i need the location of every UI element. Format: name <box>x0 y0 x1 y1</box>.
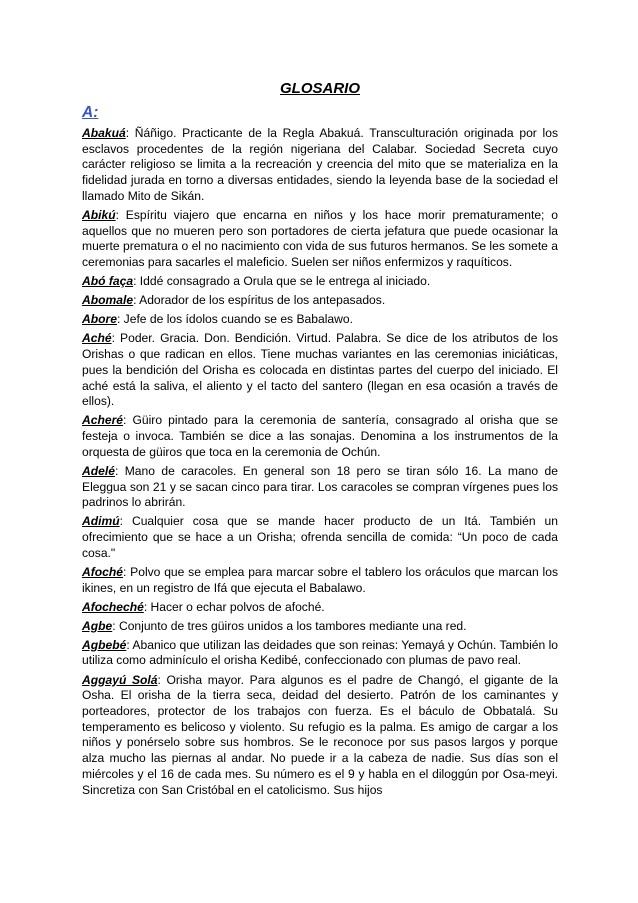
entry-definition: : Cualquier cosa que se mande hacer producto de un Itá. También un ofrecimiento que se hace a un Orisha; ofrenda sencilla de comida: “Un poco de cada cosa." <box>82 514 558 560</box>
entry-term: Abore <box>82 312 117 327</box>
glossary-entry <box>82 208 558 271</box>
glossary-entry <box>82 565 558 596</box>
entry-definition: : Polvo que se emplea para marcar sobre el tablero los oráculos que marcan los ikines, en un registro de Ifá que ejecuta el Babalawo. <box>82 564 558 595</box>
entry-term: Aché <box>82 331 112 346</box>
entry-term: Abó faça <box>82 274 134 289</box>
glossary-entry <box>82 514 558 561</box>
glossary-entry <box>82 638 558 669</box>
entry-definition: : Ñáñigo. Practicante de la Regla Abakuá. Transculturación originada por los esclavos procedentes de la región nigeriana del Calabar. Sociedad Secreta cuyo carácter religioso se limita a la recreación y creencia del mito que se materializa en la fidelidad jurada en torno a diversas entidades, siendo la leyenda base de la sociedad el llamado Mito de Sikán. <box>82 126 558 203</box>
entry-term: Adelé <box>82 463 115 478</box>
entry-definition: : Mano de caracoles. En general son 18 pero se tiran sólo 16. La mano de Eleggua son 21 y se sacan cinco para tirar. Los caracoles se compran vírgenes pues los padrinos lo abrirán. <box>82 463 558 510</box>
entry-term: Abakuá <box>82 126 126 140</box>
entry-term: Acheré <box>82 413 124 428</box>
glossary-entry <box>82 312 558 328</box>
entry-term: Abomale <box>82 293 134 308</box>
entry-definition: : Iddé consagrado a Orula que se le entrega al iniciado. <box>133 274 431 289</box>
entry-term: Abikú <box>82 207 116 222</box>
entry-definition: : Poder. Gracia. Don. Bendición. Virtud. Palabra. Se dice de los atributos de los Orishas o que radican en ellos. Tiene muchas variantes en las ceremonias iniciáticas, pues la bendición del Orisha es colocada en distintas partes del cuerpo del iniciado. El aché está la saliva, el aliento y el tacto del santero (llegan en esa ocasión a través de ellos). <box>82 331 558 409</box>
entry-term: Afocheché <box>82 599 144 614</box>
glossary-entry <box>82 274 558 290</box>
page-title: GLOSARIO <box>279 80 360 97</box>
entry-definition: : Jefe de los ídolos cuando se es Babalawo. <box>116 312 353 327</box>
entry-definition: : Orisha mayor. Para algunos es el padre de Changó, el gigante de la Osha. El orisha de la tierra seca, deidad del desierto. Patrón de los caminantes y porteadores, protector de los trabajos con fuerza. Es el báculo de Obbatalá. Su temperamento es belicoso y violento. Su refugio es la palma. Es amigo de cargar a los niños y ponérselo sobre sus hombros. Se le reconoce por sus pasos largos y porque alza mucho las piernas al andar. No puede ir a la cabeza de nadie. Sus días son el miércoles y el 16 de cada mes. Su número es el 9 y habla en el diloggún por Osa-meyi. Sincretiza con San Cristóbal en el catolicismo. Sus hijos <box>82 672 559 797</box>
entry-definition: : Espíritu viajero que encarna en niños y los hace morir prematuramente; o aquellos que no mueren pero son portadores de cierta jefatura que puede ocasionar la muerte prematura o el no nacimiento con vida de sus futuros hermanos. Se les somete a ceremonias para sacarles el maleficio. Suelen ser niños enfermizos y raquíticos. <box>82 207 558 270</box>
entry-definition: : Güiro pintado para la ceremonia de santería, consagrado al orisha que se festeja o invoca. También se dice a las sonajas. Denomina a los instrumentos de la orquesta de güiros que toca en la ceremonia de Ochún. <box>82 413 558 459</box>
glossary-entry <box>82 331 558 410</box>
section-heading: A: <box>82 104 99 121</box>
entry-term: Agbebé <box>82 637 127 652</box>
glossary-entry <box>82 413 558 460</box>
glossary-entry <box>82 126 558 205</box>
glossary-entry <box>82 293 558 309</box>
entry-term: Afoché <box>82 564 123 579</box>
entry-definition: : Adorador de los espíritus de los antepasados. <box>133 293 386 308</box>
document-page <box>82 80 558 802</box>
entry-definition: : Hacer o echar polvos de afoché. <box>143 599 325 614</box>
glossary-entry <box>82 464 558 511</box>
glossary-entry <box>82 600 558 616</box>
entry-term: Adimú <box>82 514 120 529</box>
entry-term: Aggayú Solá <box>82 672 158 687</box>
glossary-entry <box>82 673 558 799</box>
entry-definition: : Abanico que utilizan las deidades que son reinas: Yemayá y Ochún. También lo utiliza como adminículo el orisha Kedibé, confeccionado con plumas de pavo real. <box>82 637 558 668</box>
entry-definition: : Conjunto de tres güiros unidos a los tambores mediante una red. <box>112 618 467 633</box>
entry-term: Agbe <box>82 618 113 633</box>
glossary-entry <box>82 619 558 635</box>
